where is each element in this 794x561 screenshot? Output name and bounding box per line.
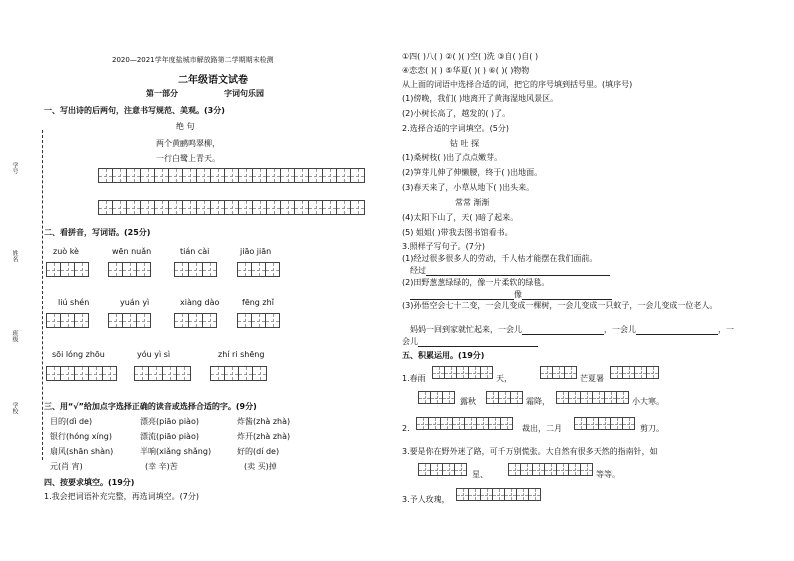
fill-sentence-2[interactable]: (2)小树长高了，越发的( )了。 (402, 109, 511, 118)
answer-grid-2-4[interactable] (237, 313, 280, 328)
choose-sentence-2[interactable]: (2)笋芽儿伸了伸懒腰，终于( )出地面。 (402, 168, 543, 177)
choose-sentence-4[interactable]: (4)太阳下山了，天( )暗了起来。 (402, 213, 519, 222)
answer-grid-3-2[interactable] (134, 366, 191, 381)
solar-term-grid-3[interactable] (610, 366, 659, 379)
part-label: 第一部分 (146, 89, 178, 98)
pinyin-1-1: zuò kè (53, 247, 79, 256)
solar-term-grid-2[interactable] (540, 366, 577, 379)
poem-line-2: 一行白鹭上青天。 (156, 154, 220, 163)
solar-term-grid-1[interactable] (432, 366, 493, 379)
answer-grid-3-1[interactable] (46, 366, 117, 381)
compass-grid-1[interactable] (418, 463, 467, 476)
q4-sub3: 3.照样子写句子。(7分) (402, 242, 485, 251)
rose-prefix: 3.予人玫瑰， (402, 495, 450, 504)
q3-r3-c1[interactable]: 扇风(shān shàn) (50, 447, 114, 456)
q2-heading: 二、看拼音，写词语。(25分) (44, 228, 151, 237)
q4-sub2: 2.选择合适的字词填空。(5分) (402, 124, 509, 133)
q3-r3-c3[interactable]: 好的(dí de) (237, 447, 280, 456)
pinyin-3-1: sōi lóng zhōu (52, 350, 105, 359)
rewrite-2-word: 像 (514, 290, 522, 299)
rewrite-3-line2[interactable] (402, 337, 538, 347)
solar-term-grid-4[interactable] (418, 391, 455, 404)
solar-term-text-5: 小大寒。 (632, 397, 664, 406)
q4-heading: 四、按要求填空。(19分) (44, 478, 135, 487)
answer-grid-2-2[interactable] (108, 313, 151, 328)
compass-text-1: 星、 (472, 470, 488, 479)
q3-heading: 三、用“√”给加点字选择正确的读音或选择合适的字。(9分) (44, 402, 257, 411)
rewrite-3[interactable] (410, 325, 734, 335)
q3-r2-c3[interactable]: 炸开(zhà zhà) (237, 432, 291, 441)
rewrite-3-tail: 会儿 (402, 337, 418, 346)
q3-r2-c2[interactable]: 漂流(piāo piào) (140, 432, 199, 441)
pinyin-2-4: fēng zhǐ (242, 298, 274, 307)
q4-sub1: 1.我会把词语补充完整，再选词填空。(7分) (44, 492, 199, 501)
pinyin-2-1: liú shén (58, 298, 90, 307)
q3-r1-c3[interactable]: 炸酱(zhà zhà) (237, 417, 291, 426)
binding-line (42, 130, 43, 460)
rewrite-1-prefix: 经过 (410, 266, 426, 275)
paper-title: 二年级语文试卷 (178, 75, 248, 86)
answer-grid-1-3[interactable] (174, 262, 217, 277)
idiom-row-2[interactable]: ④恋恋( )( ) ⑤华夏( )( ) ⑥( )( )物物 (402, 66, 530, 75)
word-bank-2: 常常 渐渐 (455, 198, 490, 207)
answer-grid-1-1[interactable] (46, 262, 89, 277)
solar-term-text-1: 天， (496, 374, 512, 383)
pinyin-3-3: zhí ri shēng (218, 350, 265, 359)
answer-grid-1-4[interactable] (237, 262, 280, 277)
side-label-student-id: 学号 (11, 162, 18, 174)
rewrite-1[interactable] (410, 266, 610, 276)
q3-r4-c2[interactable]: (幸 辛)苦 (145, 462, 178, 471)
compass-sentence: 3.要是你在野外迷了路，可千万别慌张。大自然有很多天然的指南针，如 (402, 447, 658, 456)
compass-grid-2[interactable] (508, 463, 593, 476)
part-name: 字词句乐园 (224, 89, 264, 98)
q3-r1-c2[interactable]: 漂亮(piāo piào) (140, 417, 199, 426)
choose-sentence-5[interactable]: (5) 姐姐( )带我去图书馆看书。 (402, 228, 513, 237)
side-label-school: 学校 (11, 402, 18, 414)
side-label-class: 班级 (11, 330, 18, 342)
rewrite-3-prefix: 妈妈一回到家就忙起来，一会儿 (410, 325, 522, 334)
rewrite-2[interactable] (410, 290, 612, 300)
pinyin-1-4: jiāo jiān (240, 247, 272, 256)
q3-r4-c3[interactable]: (卖 买)掉 (244, 462, 277, 471)
poem-grid-row-2[interactable] (98, 200, 365, 215)
pinyin-2-2: yuán yì (120, 298, 150, 307)
poem-line-1: 两个黄鹂鸣翠柳， (156, 139, 220, 148)
word-bank-1: 钻 吐 探 (450, 139, 480, 148)
willow-text-1: 裁出，二月 (522, 424, 562, 433)
compass-text-2: 等等。 (596, 470, 620, 479)
pinyin-2-3: xiàng dào (180, 298, 220, 307)
q1-heading: 一、写出诗的后两句，注意书写规范、美观。(3分) (44, 106, 225, 115)
example-sentence-2: (2)田野葱葱绿绿的，像一片柔软的绿毯。 (402, 278, 550, 287)
side-label-name: 姓名 (11, 250, 18, 262)
solar-term-text-4: 霜降， (526, 397, 550, 406)
willow-text-2: 剪刀。 (640, 424, 664, 433)
answer-grid-2-3[interactable] (174, 313, 217, 328)
idiom-row-1[interactable]: ①四( )八( ) ②( )( )空( )洗 ③自( )自( ) (402, 52, 539, 61)
solar-term-grid-5[interactable] (486, 391, 523, 404)
pinyin-1-3: tián cài (180, 247, 210, 256)
pinyin-3-2: yóu yì sì (137, 350, 171, 359)
rose-grid[interactable] (456, 488, 541, 501)
solar-term-text-3: 露秋 (460, 397, 476, 406)
willow-grid-1[interactable] (416, 417, 513, 430)
q3-r2-c1[interactable]: 银行(hóng xíng) (50, 432, 113, 441)
instruction-fill: 从上面的词语中选择合适的词，把它的序号填到括号里。(填序号) (402, 80, 633, 89)
q3-r1-c1[interactable]: 目的(dì de) (50, 417, 93, 426)
q5-heading: 五、积累运用。(19分) (402, 351, 485, 360)
poem-title: 绝 句 (176, 122, 195, 131)
q3-r3-c2[interactable]: 半响(xiǎng shǎng) (140, 447, 212, 456)
q3-r4-c1[interactable]: 元(肖 宵) (50, 462, 83, 471)
willow-grid-2[interactable] (574, 417, 635, 430)
example-sentence-1: (1)经过很多很多人的劳动，千人枯才能摆在我们面前。 (402, 254, 598, 263)
poem-grid-row-1[interactable] (98, 168, 365, 183)
solar-term-text-2: 芒夏暑 (580, 374, 604, 383)
answer-grid-1-2[interactable] (108, 262, 151, 277)
answer-grid-3-3[interactable] (210, 366, 267, 381)
example-sentence-3: (3)孙悟空会七十二变，一会儿变成一棵树，一会儿变成一只蚊子，一会儿变成一位老人。 (402, 301, 718, 310)
rewrite-3-end: ，一 (718, 325, 734, 334)
fill-sentence-1[interactable]: (1)傍晚，我们( )地离开了黄海湿地风景区。 (402, 94, 559, 103)
pinyin-1-2: wēn nuǎn (112, 247, 152, 256)
rewrite-3-mid: ，一会儿 (604, 325, 636, 334)
answer-grid-2-1[interactable] (46, 313, 89, 328)
solar-term-prefix: 1.春雨 (402, 374, 426, 383)
choose-sentence-1[interactable]: (1)桑树枝( )出了点点嫩芽。 (402, 153, 503, 162)
solar-term-grid-6[interactable] (556, 391, 629, 404)
choose-sentence-3[interactable]: (3)春天来了，小草从地下( )出头来。 (402, 183, 535, 192)
willow-prefix: 2. (402, 424, 410, 433)
exam-title: 2020—2021学年度盐城市解放路第二学期期末检测 (112, 56, 274, 64)
